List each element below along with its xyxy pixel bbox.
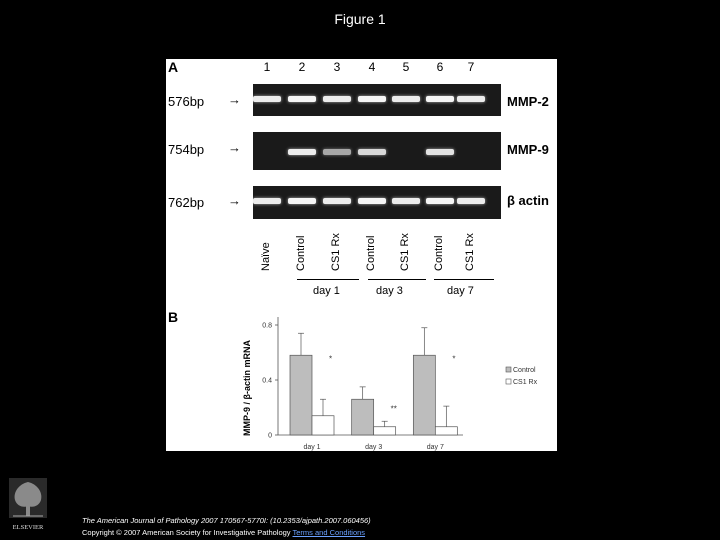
lane-label: Control — [295, 235, 307, 271]
figure-title: Figure 1 — [334, 11, 386, 27]
gel-row-mmp2 — [253, 84, 501, 116]
lane-number: 6 — [436, 60, 444, 74]
gel-band — [358, 96, 386, 102]
lane-label: Control — [365, 235, 377, 271]
bp-label-row3: 762bp — [168, 195, 205, 210]
legend-swatch — [506, 367, 511, 372]
y-axis-label: MMP-9 / β-actin mRNA — [242, 340, 252, 436]
gel-band — [392, 198, 420, 204]
gel-row-actin — [253, 186, 501, 219]
significance-marker: * — [452, 354, 456, 364]
terms-link[interactable]: Terms and Conditions — [292, 528, 366, 537]
gel-band — [288, 96, 316, 102]
day3-line — [368, 279, 426, 280]
arrow-icon-row3: → — [228, 193, 241, 208]
gel-band — [426, 96, 454, 102]
legend-label: Control — [513, 367, 536, 374]
gel-band — [457, 198, 485, 204]
gel-band — [358, 149, 386, 155]
bar — [374, 427, 396, 435]
arrow-icon-row2: → — [228, 140, 241, 155]
y-tick-label: 0.4 — [262, 377, 272, 385]
day1-line — [297, 279, 359, 280]
copyright-text: Copyright © 2007 American Society for Investigative Pathology — [82, 528, 291, 537]
panel-b-letter: B — [168, 309, 179, 325]
lane-number: 2 — [298, 60, 306, 74]
arrow-icon-row1: → — [228, 92, 241, 107]
day-label-7: day 7 — [447, 285, 474, 297]
lane-label: CS1 Rx — [399, 233, 411, 271]
y-tick-label: 0 — [268, 432, 272, 440]
x-tick-label: day 1 — [303, 444, 321, 451]
legend-label: CS1 Rx — [513, 379, 538, 386]
x-tick-label: day 7 — [426, 444, 444, 451]
day7-line — [434, 279, 494, 280]
lane-label: CS1 Rx — [464, 233, 476, 271]
y-tick-label: 0.8 — [262, 322, 272, 330]
lane-label: Naïve — [260, 242, 272, 271]
gene-label-mmp2: MMP-2 — [507, 94, 549, 109]
lane-number: 1 — [263, 60, 271, 74]
gel-band — [457, 96, 485, 102]
lane-number: 3 — [333, 60, 341, 74]
gel-band — [358, 198, 386, 204]
gel-band — [426, 149, 454, 155]
gel-band — [323, 198, 351, 204]
elsevier-logo — [7, 476, 49, 534]
bar — [312, 416, 334, 435]
panel-a-letter: A — [168, 59, 179, 75]
x-tick-label: day 3 — [365, 444, 383, 451]
bp-label-row1: 576bp — [168, 94, 205, 109]
lane-number: 5 — [402, 60, 410, 74]
bar-chart — [236, 309, 556, 451]
gel-band — [288, 198, 316, 204]
bar — [413, 355, 435, 435]
bar — [352, 399, 374, 435]
gel-row-mmp9 — [253, 132, 501, 170]
legend-swatch — [506, 379, 511, 384]
gel-band — [323, 149, 351, 155]
gene-label-mmp9: MMP-9 — [507, 142, 549, 157]
significance-marker: ** — [390, 404, 397, 414]
bar — [290, 355, 312, 435]
gel-band — [426, 198, 454, 204]
figure-panel — [166, 59, 557, 451]
lane-label: Control — [433, 235, 445, 271]
citation-text: The American Journal of Pathology 2007 170567-5770I: (10.2353/ajpath.2007.060456) — [82, 516, 371, 525]
gel-band — [288, 149, 316, 155]
lane-number: 4 — [368, 60, 376, 74]
gel-band — [253, 198, 281, 204]
gel-band — [323, 96, 351, 102]
copyright-line — [82, 528, 365, 537]
gene-label-actin: β actin — [507, 193, 549, 208]
day-label-1: day 1 — [313, 285, 340, 297]
lane-label: CS1 Rx — [330, 233, 342, 271]
svg-text:ELSEVIER: ELSEVIER — [12, 524, 44, 531]
gel-band — [392, 96, 420, 102]
bar — [435, 427, 457, 435]
lane-number: 7 — [467, 60, 475, 74]
gel-band — [253, 96, 281, 102]
day-label-3: day 3 — [376, 285, 403, 297]
significance-marker: * — [329, 354, 333, 364]
bp-label-row2: 754bp — [168, 142, 205, 157]
